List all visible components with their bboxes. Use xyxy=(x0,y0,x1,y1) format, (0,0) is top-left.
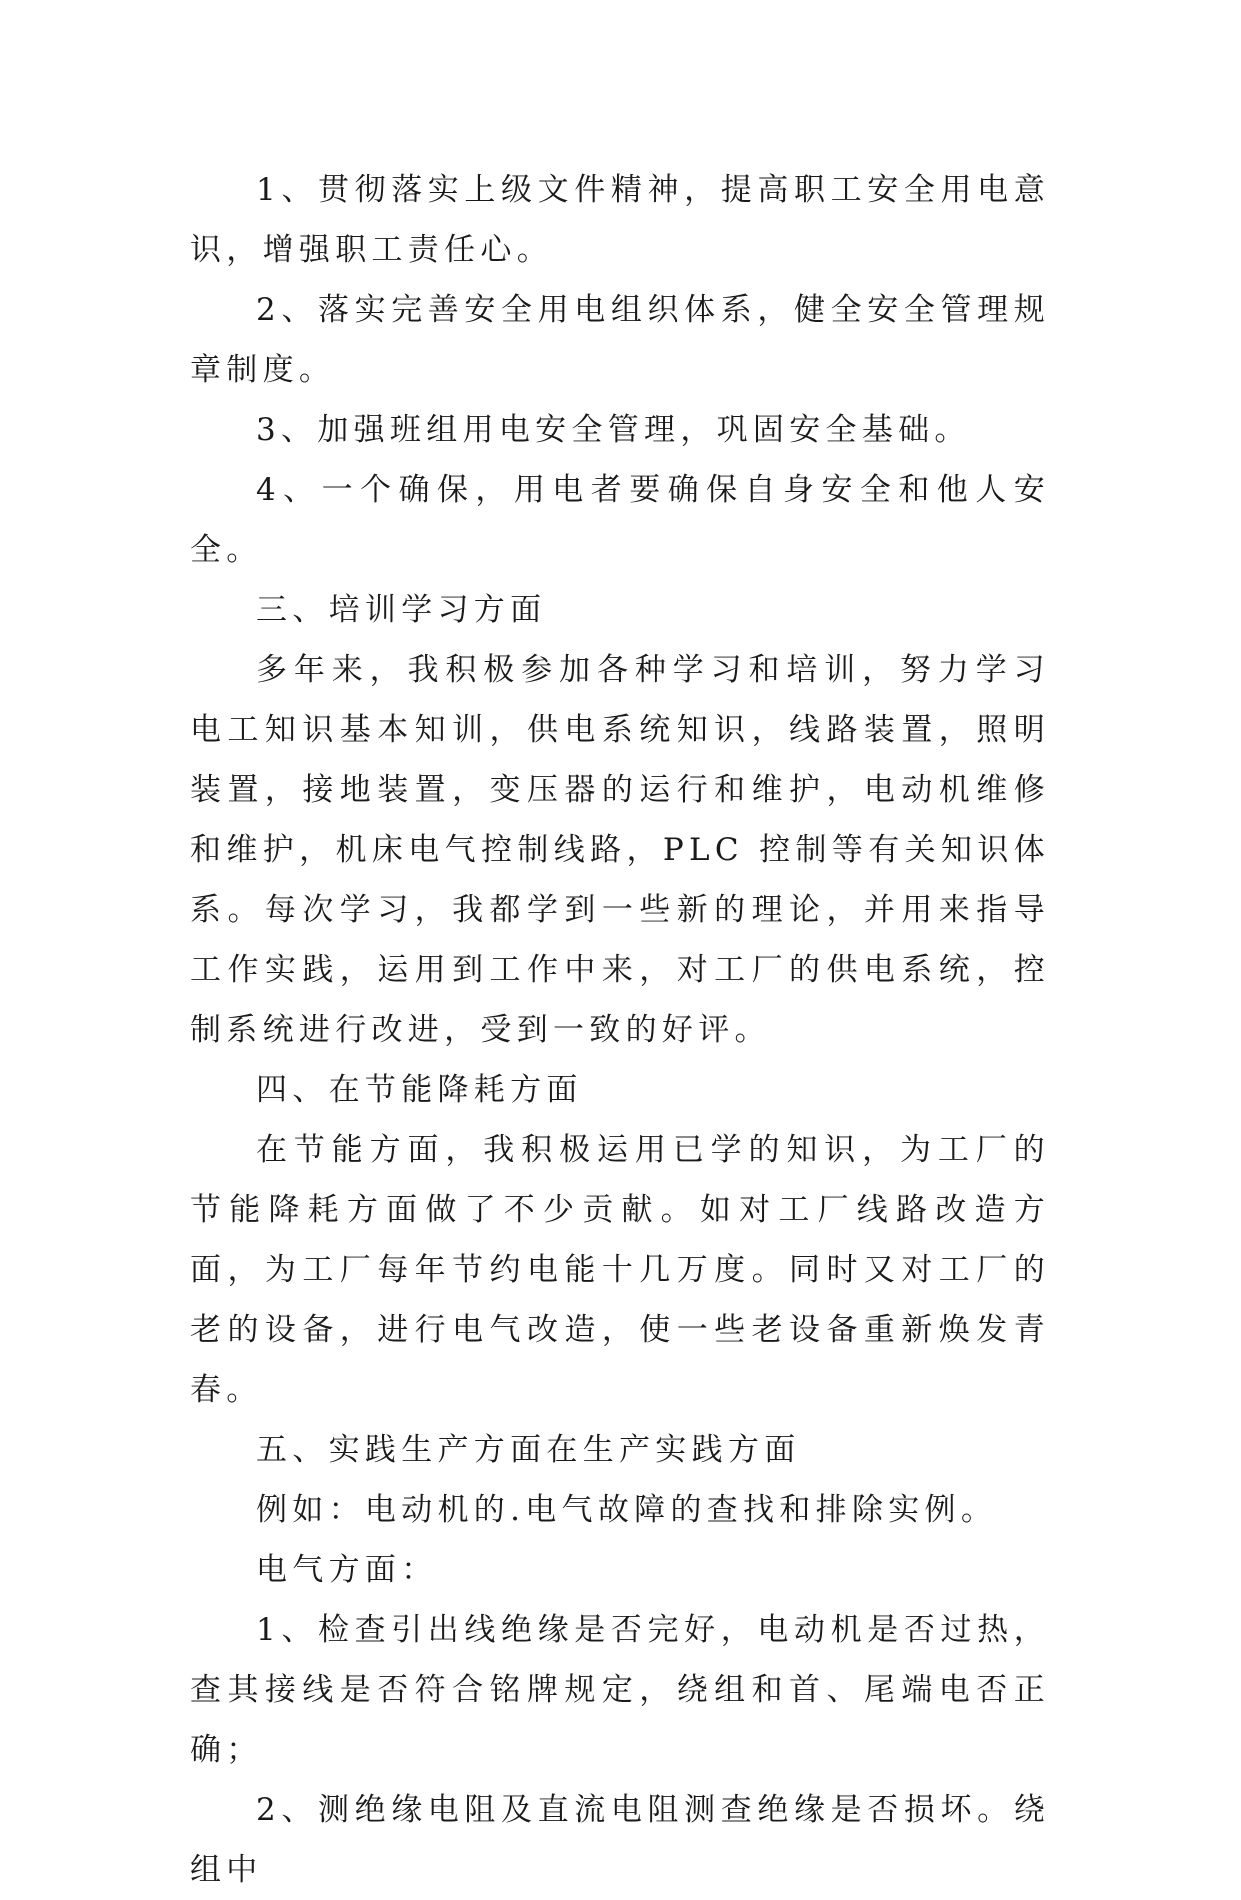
section-heading-energy-saving: 四、在节能降耗方面 xyxy=(256,1072,583,1108)
paragraph-item-3: 3、加强班组用电安全管理，巩固安全基础。 xyxy=(256,412,971,448)
paragraph-energy-saving: 在节能方面，我积极运用已学的知识，为工厂的节能降耗方面做了不少贡献。如对工厂线路改造方面，为工厂每年节约电能十几万度。同时又对工厂的老的设备，进行电气改造，使一些老设备重新焕发青春。 xyxy=(190,1132,1050,1408)
paragraph-item-2: 2、落实完善安全用电组织体系，健全安全管理规章制度。 xyxy=(190,292,1050,388)
subheading-electrical: 电气方面： xyxy=(256,1552,438,1588)
paragraph-example: 例如：电动机的.电气故障的查找和排除实例。 xyxy=(256,1492,998,1528)
section-heading-training: 三、培训学习方面 xyxy=(256,592,547,628)
paragraph-check-2: 2、测绝缘电阻及直流电阻测查绝缘是否损坏。绕组中 xyxy=(190,1792,1050,1888)
paragraph-check-1: 1、检查引出线绝缘是否完好，电动机是否过热，查其接线是否符合铭牌规定，绕组和首、尾端电否正确； xyxy=(190,1612,1050,1768)
paragraph-training: 多年来，我积极参加各种学习和培训，努力学习电工知识基本知训，供电系统知识，线路装置，照明装置，接地装置，变压器的运行和维护，电动机维修和维护，机床电气控制线路，PLC 控制等有关知识体系。每次学习，我都学到一些新的理论，并用来指导工作实践，运用到工作中来，对工厂的供电系统，控制系统进行改进，受到一致的好评。 xyxy=(190,652,1050,1048)
paragraph-item-4: 4、一个确保，用电者要确保自身安全和他人安全。 xyxy=(190,472,1050,568)
paragraph-item-1: 1、贯彻落实上级文件精神，提高职工安全用电意识，增强职工责任心。 xyxy=(190,172,1050,268)
document-page xyxy=(190,160,1050,1900)
section-heading-practice: 五、实践生产方面在生产实践方面 xyxy=(256,1432,801,1468)
